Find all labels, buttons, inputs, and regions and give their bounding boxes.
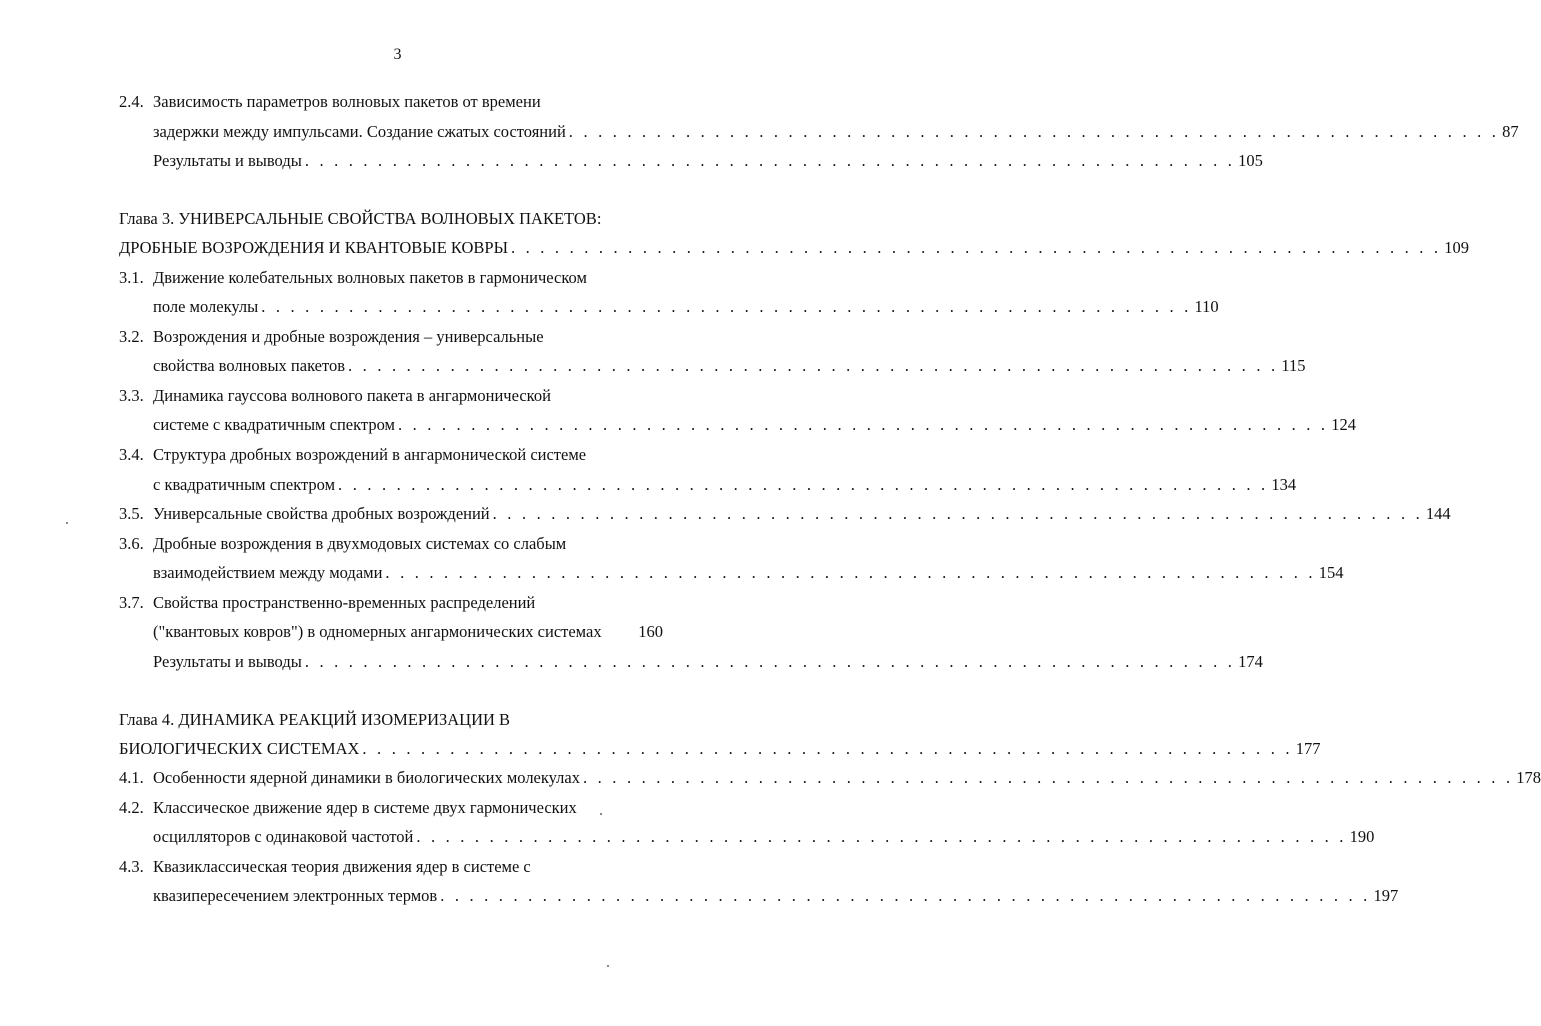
entry-title-line1: Квазиклассическая теория движения ядер в системе с	[153, 857, 531, 876]
entry-page: 110	[1194, 297, 1219, 316]
entry-number: 3.6.	[119, 534, 144, 553]
entry-title-text: системе с квадратичным спектром	[153, 415, 395, 434]
dot-leader: . . . . . . . . . . . . . . . . . . . . . . . . . . . . . . . . . . . . . . . . . . . . . . . . . . . . . . . . . . . . . . . .	[348, 356, 1279, 375]
entry-title-text: Результаты и выводы	[153, 151, 302, 170]
entry-title-line2	[153, 414, 1356, 436]
entry-title-text: Универсальные свойства дробных возрождений	[153, 504, 490, 523]
entry-title-line1	[153, 503, 1451, 525]
entry-title-text: с квадратичным спектром	[153, 475, 336, 494]
chapter-title-line1: Глава 4. ДИНАМИКА РЕАКЦИЙ ИЗОМЕРИЗАЦИИ В	[119, 710, 511, 729]
entry-number: 3.2.	[119, 327, 144, 346]
dot-leader: . . . . . . . . . . . . . . . . . . . . . . . . . . . . . . . . . . . . . . . . . . . . . . . . . . . . . . . . . . . . . . . .	[362, 739, 1293, 758]
entry-title-line1: Динамика гауссова волнового пакета в ангармонической	[153, 386, 551, 405]
entry-page: 124	[1331, 415, 1356, 434]
chapter-title-line2	[119, 738, 1321, 760]
entry-number: 3.5.	[119, 504, 144, 523]
entry-title-line1: Классическое движение ядер в системе двух гармонических	[153, 798, 577, 817]
entry-page: 87	[1502, 122, 1519, 141]
entry-title-text: осцилляторов с одинаковой частотой	[153, 827, 414, 846]
toc-entry-results-ch2	[153, 150, 1263, 172]
entry-number: 3.1.	[119, 268, 144, 287]
dot-leader: . . . . . . . . . . . . . . . . . . . . . . . . . . . . . . . . . . . . . . . . . . . . . . . . . . . . . . . . . . . . . . . .	[510, 238, 1442, 257]
entry-page: 178	[1516, 768, 1541, 787]
entry-title-line2	[153, 621, 663, 643]
dot-leader: . . . . . . . . . . . . . . . . . . . . . . . . . . . . . . . . . . . . . . . . . . . . . . . . . . . . . . . . . . . . . . . .	[492, 504, 1423, 523]
entry-title-line1: Дробные возрождения в двухмодовых системах со слабым	[153, 534, 567, 553]
chapter-title-line2	[119, 237, 1470, 259]
page-number: 3	[393, 46, 402, 63]
entry-title-text: Особенности ядерной динамики в биологических молекулах	[153, 768, 580, 787]
entry-title-text: взаимодействием между модами	[153, 563, 383, 582]
entry-page: 177	[1295, 739, 1321, 758]
entry-title-text: поле молекулы	[153, 297, 259, 316]
entry-title-line1: Зависимость параметров волновых пакетов от времени	[153, 92, 541, 111]
entry-title-text: Результаты и выводы	[153, 652, 302, 671]
dot-leader: . . . . . . . . . . . . . . . . . . . . . . . . . . . . . . . . . . . . . . . . . . . . . . . . . . . . . . . . . . . . . . . .	[440, 886, 1371, 905]
entry-number: 4.3.	[119, 857, 144, 876]
entry-number: 3.3.	[119, 386, 144, 405]
entry-number: 2.4.	[119, 92, 144, 111]
entry-page: 105	[1238, 151, 1263, 170]
dot-leader: . . . . . . . . . . . . . . . . . . . . . . . . . . . . . . . . . . . . . . . . . . . . . . . . . . . . . . . . . . . . . . . .	[397, 415, 1329, 434]
scan-speck	[607, 965, 609, 967]
entry-title-line2	[153, 296, 1219, 318]
toc-entry-results-ch3	[153, 651, 1263, 673]
dot-leader: . . . . . . . . . . . . . . . . . . . . . . . . . . . . . . . . . . . . . . . . . . . . . . . . . . . . . . . . . . . . . . . .	[304, 652, 1236, 671]
entry-title-line2	[153, 355, 1306, 377]
dot-leader: . . . . . . . . . . . . . . . . . . . . . . . . . . . . . . . . . . . . . . . . . . . . . . . . . . . . . . . . . . . . . . . .	[385, 563, 1316, 582]
entry-page: 115	[1281, 356, 1306, 375]
entry-title-line2	[153, 826, 1375, 848]
entry-title-text: квазипересечением электронных термов	[153, 886, 438, 905]
entry-page: 174	[1238, 652, 1263, 671]
entry-title-line1	[153, 767, 1541, 789]
entry-title-text: ("квантовых ковров") в одномерных ангармонических системах	[153, 622, 602, 641]
entry-number: 3.4.	[119, 445, 144, 464]
entry-number: 4.1.	[119, 768, 144, 787]
chapter-title-line1: Глава 3. УНИВЕРСАЛЬНЫЕ СВОЙСТВА ВОЛНОВЫХ ПАКЕТОВ:	[119, 209, 602, 228]
entry-title-text: свойства волновых пакетов	[153, 356, 346, 375]
entry-page: 134	[1271, 475, 1297, 494]
dot-leader: . . . . . . . . . . . . . . . . . . . . . . . . . . . . . . . . . . . . . . . . . . . . . . . . . . . . . . . . . . . . . . . .	[583, 768, 1514, 787]
entry-title-line2	[153, 885, 1399, 907]
dot-leader: . . . . . . . . . . . . . . . . . . . . . . . . . . . . . . . . . . . . . . . . . . . . . . . . . . . . . . . . . . . . . . . .	[416, 827, 1347, 846]
entry-title-text: БИОЛОГИЧЕСКИХ СИСТЕМАХ	[119, 739, 360, 758]
entry-page: 190	[1349, 827, 1375, 846]
scan-speck	[600, 813, 602, 815]
entry-title-line1: Свойства пространственно-временных распределений	[153, 593, 536, 612]
entry-title-line2	[153, 474, 1297, 496]
entry-page: 160	[638, 622, 663, 641]
entry-page: 144	[1425, 504, 1451, 523]
entry-number: 4.2.	[119, 798, 144, 817]
entry-title-text: ДРОБНЫЕ ВОЗРОЖДЕНИЯ И КВАНТОВЫЕ КОВРЫ	[119, 238, 508, 257]
dot-leader: . . . . . . . . . . . . . . . . . . . . . . . . . . . . . . . . . . . . . . . . . . . . . . . . . . . . . . . . . . . . . . . .	[304, 151, 1236, 170]
entry-page: 154	[1318, 563, 1344, 582]
entry-page: 197	[1373, 886, 1399, 905]
dot-leader: . . . . . . . . . . . . . . . . . . . . . . . . . . . . . . . . . . . . . . . . . . . . . . . . . . . . . . . . . . . . . . . .	[568, 122, 1500, 141]
entry-title-line1: Возрождения и дробные возрождения – универсальные	[153, 327, 544, 346]
entry-title-line2	[153, 121, 1519, 143]
dot-leader: . . . . . . . . . . . . . . . . . . . . . . . . . . . . . . . . . . . . . . . . . . . . . . . . . . . . . . . . . . . . . . . .	[338, 475, 1269, 494]
dot-leader: . . . . . . . . . . . . . . . . . . . . . . . . . . . . . . . . . . . . . . . . . . . . . . . . . . . . . . . . . . . . . . . .	[261, 297, 1192, 316]
entry-number: 3.7.	[119, 593, 144, 612]
entry-title-line2	[153, 562, 1344, 584]
entry-title-line1: Движение колебательных волновых пакетов в гармоническом	[153, 268, 587, 287]
scan-speck	[66, 522, 68, 524]
entry-title-line1: Структура дробных возрождений в ангармонической системе	[153, 445, 587, 464]
entry-page: 109	[1444, 238, 1470, 257]
entry-title-text: задержки между импульсами. Создание сжатых состояний	[153, 122, 566, 141]
